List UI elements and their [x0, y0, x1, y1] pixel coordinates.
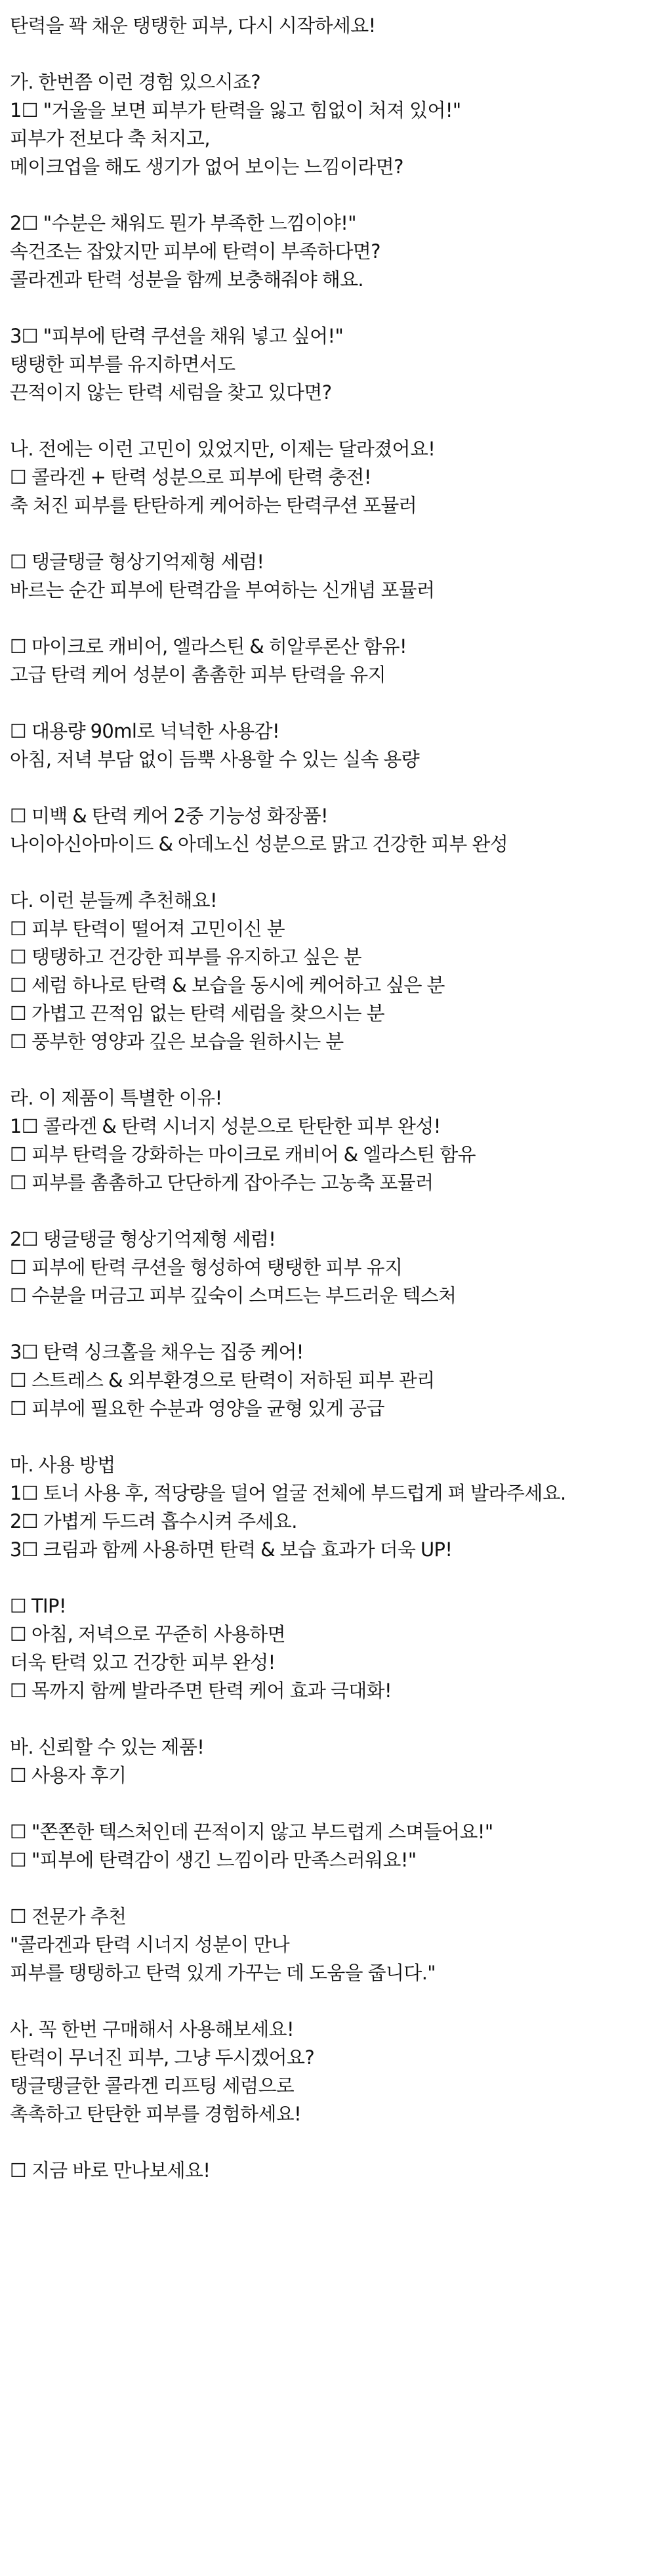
text-line: 탄력이 무너진 피부, 그냥 두시겠어요?: [10, 2046, 315, 2069]
text-line: ☐ 피부 탄력을 강화하는 마이크로 캐비어 & 엘라스틴 함유: [10, 1143, 476, 1166]
blank-line: [10, 774, 646, 802]
text-line: 가. 한번쯤 이런 경험 있으시죠?: [10, 71, 261, 93]
text-line: ☐ 피부에 탄력 쿠션을 형성하여 탱탱한 피부 유지: [10, 1256, 403, 1278]
text-line: 라. 이 제품이 특별한 이유!: [10, 1087, 222, 1109]
blank-line: [10, 520, 646, 548]
text-line: ☐ 지금 바로 만나보세요!: [10, 2159, 211, 2182]
text-line: 나이아신아마이드 & 아데노신 성분으로 맑고 건강한 피부 완성: [10, 833, 508, 855]
text-line: ☐ "피부에 탄력감이 생긴 느낌이라 만족스러워요!": [10, 1849, 417, 1871]
text-line: 바르는 순간 피부에 탄력감을 부여하는 신개념 포뮬러: [10, 579, 435, 601]
blank-line: [10, 1056, 646, 1084]
text-line: ☐ 전문가 추천: [10, 1905, 127, 1928]
text-line: ☐ "쫀쫀한 텍스처인데 끈적이지 않고 부드럽게 스며들어요!": [10, 1821, 493, 1843]
text-line: ☐ 탱탱하고 건강한 피부를 유지하고 싶은 분: [10, 946, 362, 968]
text-line: 메이크업을 해도 생기가 없어 보이는 느낌이라면?: [10, 156, 403, 178]
text-line: 2☐ 가볍게 두드려 흡수시켜 주세요.: [10, 1510, 297, 1532]
text-line: ☐ 사용자 후기: [10, 1764, 127, 1786]
text-line: ☐ 스트레스 & 외부환경으로 탄력이 저하된 피부 관리: [10, 1369, 435, 1391]
text-line: 탱탱한 피부를 유지하면서도: [10, 353, 236, 375]
blank-line: [10, 1423, 646, 1451]
blank-line: [10, 181, 646, 209]
text-line: 탱글탱글한 콜라겐 리프팅 세럼으로: [10, 2075, 295, 2097]
text-line: 축 처진 피부를 탄탄하게 케어하는 탄력쿠션 포뮬러: [10, 494, 417, 517]
text-line: ☐ 마이크로 캐비어, 엘라스틴 & 히알루론산 함유!: [10, 635, 407, 658]
text-line: ☐ 세럼 하나로 탄력 & 보습을 동시에 케어하고 싶은 분: [10, 974, 445, 996]
blank-line: [10, 1197, 646, 1225]
blank-line: [10, 689, 646, 717]
text-line: 고급 탄력 케어 성분이 촘촘한 피부 탄력을 유지: [10, 664, 386, 686]
text-line: 탄력을 꽉 채운 탱탱한 피부, 다시 시작하세요!: [10, 14, 376, 37]
text-line: ☐ 피부에 필요한 수분과 영양을 균형 있게 공급: [10, 1397, 384, 1420]
text-line: 1☐ 콜라겐 & 탄력 시너지 성분으로 탄탄한 피부 완성!: [10, 1115, 441, 1137]
text-line: 3☐ 탄력 싱크홀을 채우는 집중 케어!: [10, 1341, 304, 1363]
text-line: 마. 사용 방법: [10, 1454, 115, 1476]
text-line: ☐ 풍부한 영양과 깊은 보습을 원하시는 분: [10, 1030, 344, 1053]
text-line: 3☐ 크림과 함께 사용하면 탄력 & 보습 효과가 더욱 UP!: [10, 1538, 453, 1561]
text-line: 3☐ "피부에 탄력 쿠션을 채워 넣고 싶어!": [10, 325, 344, 347]
text-line: ☐ 탱글탱글 형상기억제형 세럼!: [10, 551, 264, 573]
blank-line: [10, 2128, 646, 2157]
text-line: ☐ 가볍고 끈적임 없는 탄력 세럼을 찾으시는 분: [10, 1002, 384, 1024]
blank-line: [10, 407, 646, 435]
text-line: ☐ TIP!: [10, 1595, 66, 1617]
blank-line: [10, 1705, 646, 1733]
blank-line: [10, 1790, 646, 1818]
text-line: 사. 꼭 한번 구매해서 사용해보세요!: [10, 2018, 295, 2040]
text-line: ☐ 콜라겐 + 탄력 성분으로 피부에 탄력 충전!: [10, 466, 371, 488]
text-line: ☐ 대용량 90ml로 넉넉한 사용감!: [10, 720, 279, 742]
text-line: 2☐ 탱글탱글 형상기억제형 세럼!: [10, 1228, 276, 1250]
text-line: ☐ 목까지 함께 발라주면 탄력 케어 효과 극대화!: [10, 1679, 392, 1702]
text-line: 바. 신뢰할 수 있는 제품!: [10, 1736, 205, 1758]
text-line: ☐ 아침, 저녁으로 꾸준히 사용하면: [10, 1623, 285, 1645]
text-line: 촉촉하고 탄탄한 피부를 경험하세요!: [10, 2103, 302, 2125]
text-line: 1☐ "거울을 보면 피부가 탄력을 잃고 힘없이 처져 있어!": [10, 99, 461, 121]
blank-line: [10, 40, 646, 68]
blank-line: [10, 294, 646, 322]
product-description: [10, 12, 646, 2185]
text-line: ☐ 피부 탄력이 떨어져 고민이신 분: [10, 918, 285, 940]
text-line: 피부를 탱탱하고 탄력 있게 가꾸는 데 도움을 줍니다.": [10, 1962, 436, 1984]
text-line: ☐ 피부를 촘촘하고 단단하게 잡아주는 고농축 포뮬러: [10, 1172, 434, 1194]
blank-line: [10, 1310, 646, 1338]
text-line: 2☐ "수분은 채워도 뭔가 부족한 느낌이야!": [10, 212, 356, 234]
text-line: 콜라겐과 탄력 성분을 함께 보충해줘야 해요.: [10, 268, 364, 291]
text-line: ☐ 미백 & 탄력 케어 2중 기능성 화장품!: [10, 805, 328, 827]
text-line: ☐ 수분을 머금고 피부 깊숙이 스며드는 부드러운 텍스처: [10, 1284, 457, 1307]
blank-line: [10, 858, 646, 887]
text-line: 1☐ 토너 사용 후, 적당량을 덜어 얼굴 전체에 부드럽게 펴 발라주세요.: [10, 1482, 566, 1504]
text-line: 더욱 탄력 있고 건강한 피부 완성!: [10, 1651, 276, 1674]
blank-line: [10, 604, 646, 633]
text-line: 아침, 저녁 부담 없이 듬뿍 사용할 수 있는 실속 용량: [10, 748, 420, 771]
blank-line: [10, 1874, 646, 1903]
blank-line: [10, 1987, 646, 2016]
text-line: 피부가 전보다 축 처지고,: [10, 127, 210, 150]
text-line: 나. 전에는 이런 고민이 있었지만, 이제는 달라졌어요!: [10, 438, 436, 460]
blank-line: [10, 1564, 646, 1592]
text-line: 끈적이지 않는 탄력 세럼을 찾고 있다면?: [10, 381, 332, 404]
text-line: 속건조는 잡았지만 피부에 탄력이 부족하다면?: [10, 240, 380, 263]
text-line: "콜라겐과 탄력 시너지 성분이 만나: [10, 1933, 290, 1956]
text-line: 다. 이런 분들께 추천해요!: [10, 889, 217, 912]
